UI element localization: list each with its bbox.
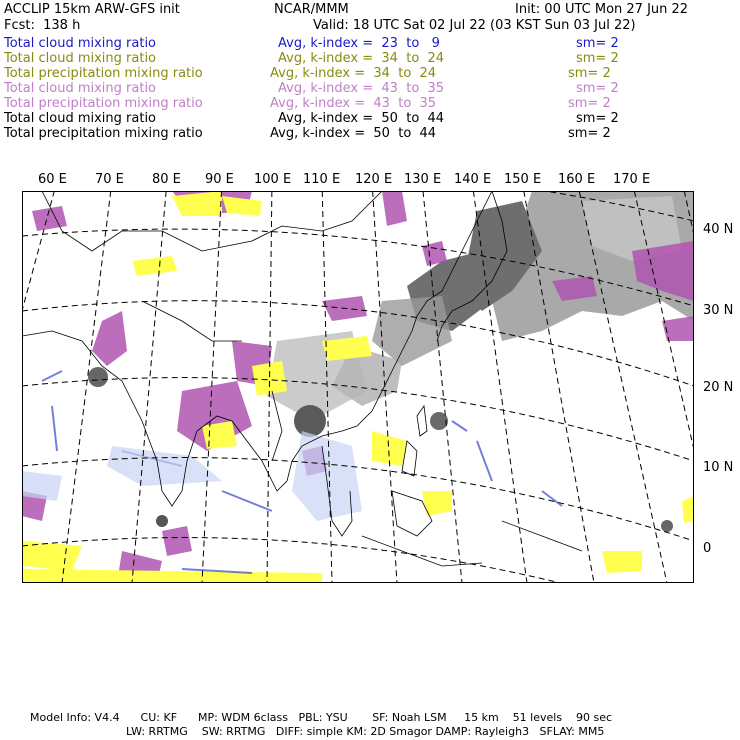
field-name: Total cloud mixing ratio <box>4 81 157 96</box>
lat-label: 0 <box>703 541 712 556</box>
lon-label: 150 E <box>504 172 542 187</box>
lat-label: 20 N <box>703 380 734 395</box>
institution-label: NCAR/MMM <box>274 2 349 17</box>
lat-label: 40 N <box>703 222 734 237</box>
field-sm: sm= 2 <box>568 96 611 111</box>
field-name: Total precipitation mixing ratio <box>4 126 203 141</box>
field-name: Total cloud mixing ratio <box>4 51 157 66</box>
model-title: ACCLIP 15km ARW-GFS init <box>4 2 180 17</box>
lon-label: 80 E <box>152 172 181 187</box>
field-name: Total precipitation mixing ratio <box>4 96 203 111</box>
field-sm: sm= 2 <box>576 81 619 96</box>
lon-label: 130 E <box>404 172 442 187</box>
lon-label: 70 E <box>95 172 124 187</box>
model-info-line2: LW: RRTMG SW: RRTMG DIFF: simple KM: 2D Smagor DAMP: Rayleigh3 SFLAY: MM5 <box>126 725 605 738</box>
field-avg: Avg, k-index = 34 to 24 <box>278 51 445 66</box>
field-sm: sm= 2 <box>568 126 611 141</box>
field-avg: Avg, k-index = 43 to 35 <box>270 96 437 111</box>
lat-label: 30 N <box>703 303 734 318</box>
lon-label: 170 E <box>613 172 651 187</box>
field-sm: sm= 2 <box>576 36 619 51</box>
lat-label: 10 N <box>703 460 734 475</box>
valid-time: Valid: 18 UTC Sat 02 Jul 22 (03 KST Sun 03 Jul 22) <box>313 18 636 33</box>
field-sm: sm= 2 <box>576 111 619 126</box>
cloud-mixing-ratio-map <box>22 191 694 583</box>
field-sm: sm= 2 <box>576 51 619 66</box>
lon-label: 110 E <box>303 172 341 187</box>
lon-label: 90 E <box>205 172 234 187</box>
field-avg: Avg, k-index = 50 to 44 <box>270 126 437 141</box>
field-sm: sm= 2 <box>568 66 611 81</box>
lon-label: 120 E <box>355 172 393 187</box>
field-avg: Avg, k-index = 23 to 9 <box>278 36 440 51</box>
lon-label: 60 E <box>38 172 67 187</box>
lon-label: 140 E <box>454 172 492 187</box>
lon-label: 160 E <box>558 172 596 187</box>
model-info-line1: Model Info: V4.4 CU: KF MP: WDM 6class PBL: YSU SF: Noah LSM 15 km 51 levels 90 sec <box>30 711 613 724</box>
lon-label: 100 E <box>254 172 292 187</box>
field-name: Total cloud mixing ratio <box>4 36 157 51</box>
forecast-hour: Fcst: 138 h <box>4 18 81 33</box>
init-time: Init: 00 UTC Mon 27 Jun 22 <box>515 2 689 17</box>
field-avg: Avg, k-index = 34 to 24 <box>270 66 437 81</box>
field-name: Total precipitation mixing ratio <box>4 66 203 81</box>
field-avg: Avg, k-index = 50 to 44 <box>278 111 445 126</box>
field-name: Total cloud mixing ratio <box>4 111 157 126</box>
field-avg: Avg, k-index = 43 to 35 <box>278 81 445 96</box>
